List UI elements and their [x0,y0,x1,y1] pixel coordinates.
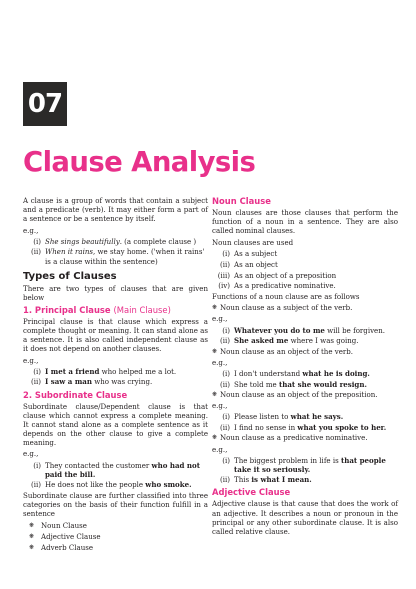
example-item: (ii) He does not like the people who smoke. [30,480,192,490]
bullet-icon: ❋ [29,543,35,551]
types-text: There are two types of clauses that are given below [23,283,208,302]
example-item: (i) The biggest problem in life is that people take it so seriously. [222,455,386,474]
eg-label: e.g., [23,225,39,235]
example-item: (i) They contacted the customer who had not paid the bill. [33,460,201,479]
chapter-number: 07 [27,89,63,119]
eg-label: e.g., [212,314,228,324]
use-item: (i) As a subject [222,249,278,259]
used-text: Noun clauses are used [212,237,294,247]
noun-clause-heading: Noun Clause [212,196,271,206]
adjective-text: Adjective clause is that cause that does the work of an adjective. It describes a noun or pronoun in the principal or any other subordinate clause. It is also called relative clause. [212,499,398,536]
example-item: (ii) She asked me where I was going. [219,336,359,346]
functions-text: Functions of a noun clause are as follows [212,291,360,301]
category-item: ❋ Adjective Clause [29,531,101,541]
example-item: (ii) I saw a man who was crying. [30,377,153,387]
function-bullet: ❋ Noun clause as an object of the preposition. [212,390,378,400]
intro-paragraph: A clause is a group of words that contain a subject and a predicate (verb). It may either form a part of a sentence or be a sentence by itself. [23,196,208,224]
example-item: (ii) When it rains, we stay home. ('when it rains' is a clause within the sentence) [30,247,205,266]
example-item: (i) I don't understand what he is doing. [222,368,370,378]
principal-clause-heading: 1. Principal Clause (Main Clause) [23,304,171,315]
example-item: (i) I met a friend who helped me a lot. [33,366,177,376]
use-item: (iv) As a predicative nominative. [218,281,336,291]
principal-text: Principal clause is that clause which express a complete thought or meaning. It can stand alone as a sentence. It is also called independent clause as it does not depend on another clauses. [23,316,208,354]
example-item: (ii) She told me that she would resign. [219,379,367,389]
example-item: (i) She sings beautifully. (a complete clause ) [33,236,197,246]
function-bullet: ❋ Noun clause as a predicative nominative. [212,433,368,443]
right-column [212,196,398,538]
bullet-icon: ❋ [212,434,218,442]
use-item: (ii) As an object [219,259,278,269]
adjective-clause-heading: Adjective Clause [212,487,291,498]
category-item: ❋ Adverb Clause [29,542,94,552]
example-item: (ii) I find no sense in what you spoke to her. [219,422,387,432]
category-item: ❋ Noun Clause [29,520,87,530]
chapter-number-badge [23,82,67,126]
left-column [23,196,208,554]
eg-label: e.g., [212,357,228,367]
eg-label: e.g., [23,449,39,459]
classified-text: Subordinate clause are further classified into three categories on the basis of their function fulfill in a sentence [23,490,208,519]
bullet-icon: ❋ [29,532,35,540]
bullet-icon: ❋ [212,347,218,355]
subordinate-clause-heading: 2. Subordinate Clause [23,389,128,400]
noun-text: Noun clauses are those clauses that perform the function of a noun in a sentence. They are also called nominal clauses. [212,208,398,236]
use-item: (iii) As an object of a preposition [217,270,337,280]
bullet-icon: ❋ [212,391,218,399]
function-bullet: ❋ Noun clause as a subject of the verb. [212,303,353,313]
bullet-icon: ❋ [29,521,35,529]
eg-label: e.g., [23,355,39,365]
subordinate-text: Subordinate clause/Dependent clause is that clause which cannot express a complete meaning. It cannot stand alone as a complete sentence as it depends on the other clause to give a complete meaning. [23,401,208,447]
bullet-icon: ❋ [212,304,218,312]
example-item: (ii) This is what I mean. [219,475,312,485]
eg-label: e.g., [212,444,228,454]
example-item: (i) Whatever you do to me will be forgiven. [222,325,385,335]
function-bullet: ❋ Noun clause as an object of the verb. [212,346,353,356]
page-title: Clause Analysis [23,146,256,178]
example-item: (i) Please listen to what he says. [222,412,344,422]
types-heading: Types of Clauses [23,270,117,282]
eg-label: e.g., [212,401,228,411]
